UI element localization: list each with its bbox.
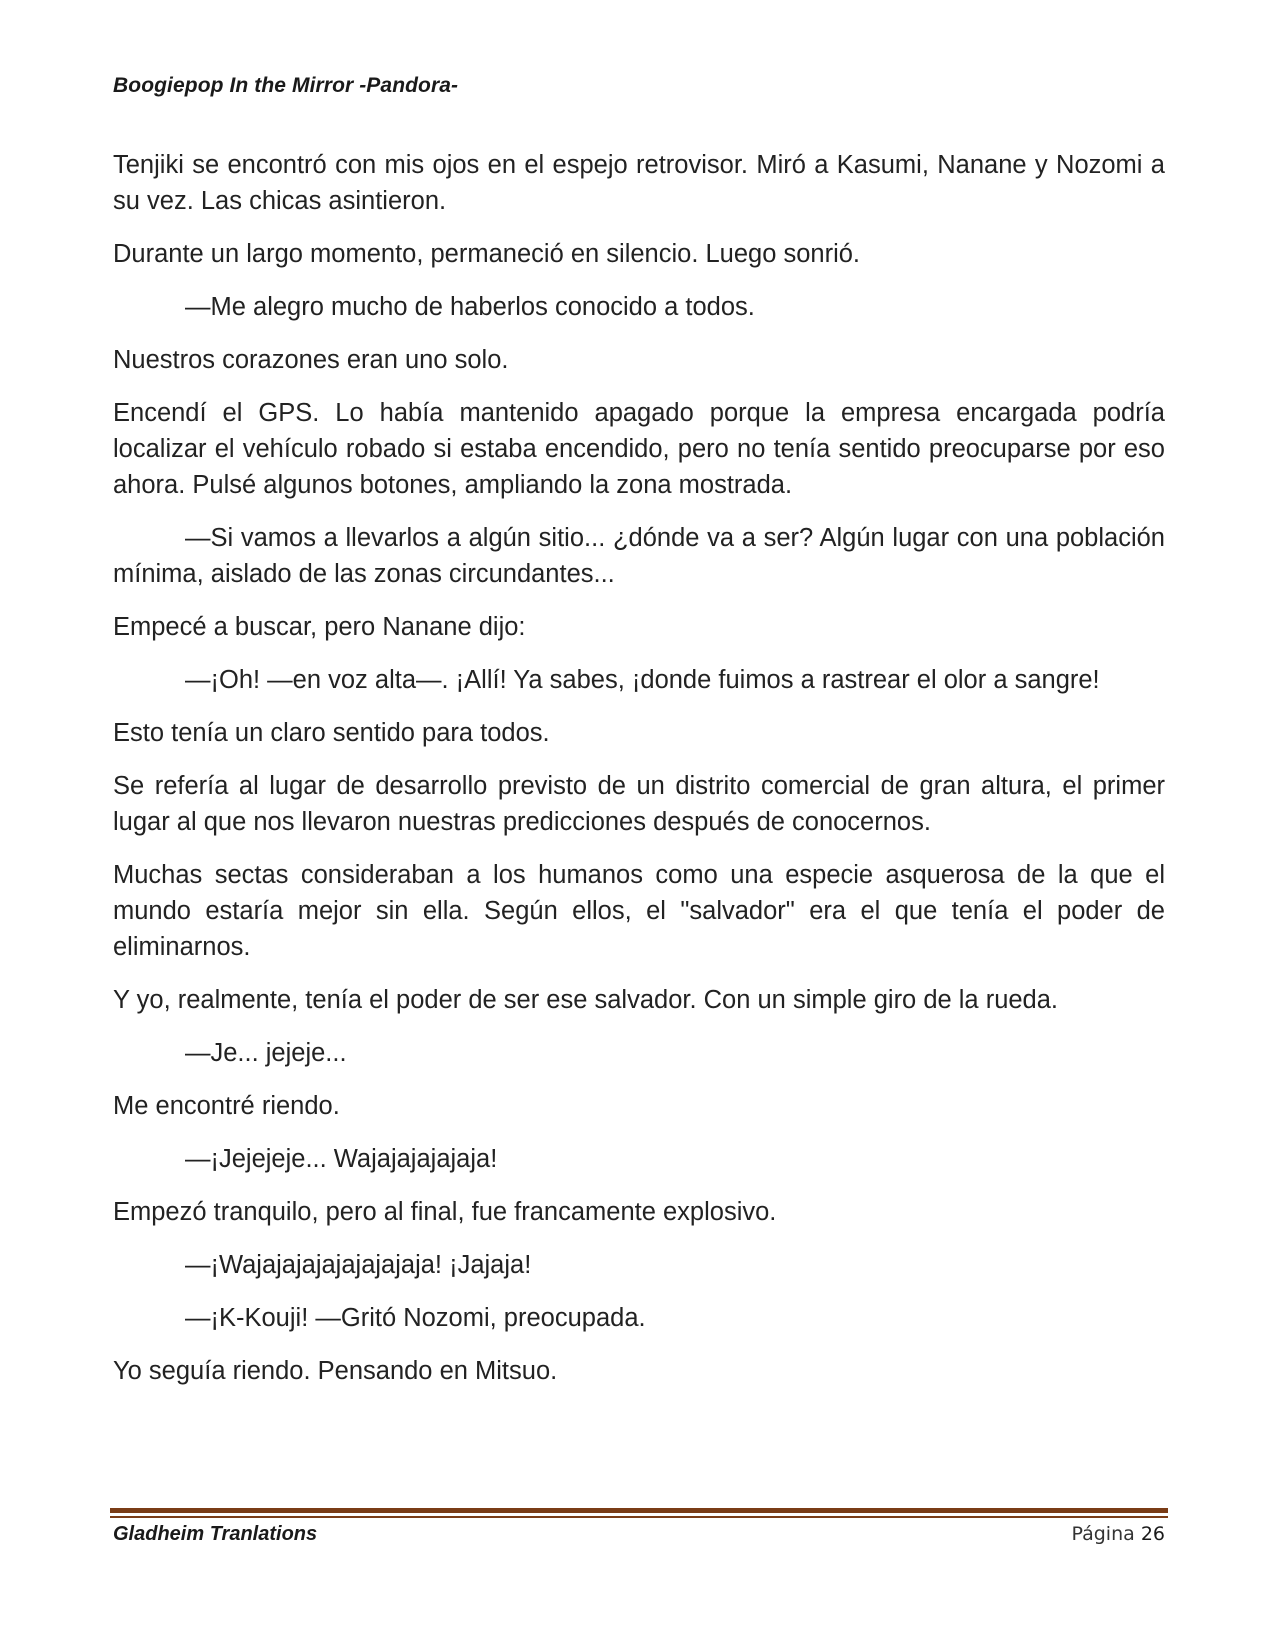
paragraph: Y yo, realmente, tenía el poder de ser ese salvador. Con un simple giro de la rueda.: [113, 986, 1059, 1014]
running-header-title: Boogiepop In the Mirror -Pandora-: [113, 74, 459, 97]
body-text: [113, 147, 1165, 1406]
paragraph: Yo seguía riendo. Pensando en Mitsuo.: [113, 1357, 558, 1385]
paragraph: Nuestros corazones eran uno solo.: [113, 346, 509, 374]
dialogue-line: —Je... jejeje...: [185, 1039, 347, 1067]
dialogue-line: —¡K-Kouji! —Gritó Nozomi, preocupada.: [185, 1304, 646, 1332]
dialogue-line: —¡Wajajajajajajajajaja! ¡Jajaja!: [185, 1251, 532, 1279]
footer-divider-thin: [110, 1516, 1168, 1518]
footer-divider-thick: [110, 1508, 1168, 1513]
paragraph: Empecé a buscar, pero Nanane dijo:: [113, 613, 526, 641]
footer-page-indicator: [1071, 1523, 1165, 1545]
page-number: 26: [1140, 1523, 1165, 1545]
dialogue-line: —Si vamos a llevarlos a algún sitio... ¿dónde va a ser? Algún lugar con una población mínima, aislado de las zonas circundantes...: [113, 524, 1165, 588]
dialogue-line: —¡Jejejeje... Wajajajajajaja!: [185, 1145, 498, 1173]
dialogue-line: —¡Oh! —en voz alta—. ¡Allí! Ya sabes, ¡donde fuimos a rastrear el olor a sangre!: [185, 666, 1100, 694]
paragraph: Encendí el GPS. Lo había mantenido apagado porque la empresa encargada podría localizar el vehículo robado si estaba encendido, pero no tenía sentido preocuparse por eso ahora. Pulsé algunos botones, ampliando la zona mostrada.: [113, 399, 1165, 499]
paragraph: Durante un largo momento, permaneció en silencio. Luego sonrió.: [113, 240, 861, 268]
paragraph: Esto tenía un claro sentido para todos.: [113, 719, 550, 747]
dialogue-line: —Me alegro mucho de haberlos conocido a todos.: [185, 293, 755, 321]
page-label: Página: [1071, 1523, 1135, 1545]
footer-translator-credit: Gladheim Tranlations: [113, 1523, 318, 1545]
paragraph: Tenjiki se encontró con mis ojos en el espejo retrovisor. Miró a Kasumi, Nanane y Nozomi a su vez. Las chicas asintieron.: [113, 151, 1165, 215]
paragraph: Muchas sectas consideraban a los humanos como una especie asquerosa de la que el mundo estaría mejor sin ella. Según ellos, el "salvador" era el que tenía el poder de eliminarnos.: [113, 861, 1165, 961]
paragraph: Me encontré riendo.: [113, 1092, 340, 1120]
paragraph: Se refería al lugar de desarrollo previsto de un distrito comercial de gran altura, el primer lugar al que nos llevaron nuestras predicciones después de conocernos.: [113, 772, 1165, 836]
paragraph: Empezó tranquilo, pero al final, fue francamente explosivo.: [113, 1198, 777, 1226]
